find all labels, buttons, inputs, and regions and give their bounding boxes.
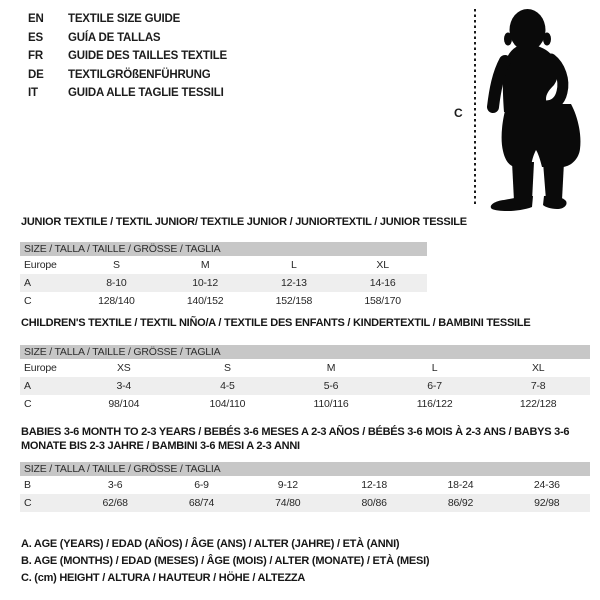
table-row-age bbox=[20, 274, 427, 292]
language-code: IT bbox=[28, 87, 38, 100]
height-cell: 128/140 bbox=[98, 295, 135, 307]
size-cell: XL bbox=[531, 362, 545, 374]
age-cell: 3-4 bbox=[116, 380, 132, 392]
age-cell: 12-18 bbox=[361, 479, 388, 491]
legend bbox=[21, 536, 429, 587]
junior-table-title: JUNIOR TEXTILE / TEXTIL JUNIOR/ TEXTILE JUNIOR / JUNIORTEXTIL / JUNIOR TESSILE bbox=[21, 216, 467, 228]
size-cell: S bbox=[112, 259, 120, 271]
language-label: TEXTILE SIZE GUIDE bbox=[68, 13, 181, 26]
size-cell: L bbox=[291, 259, 297, 271]
language-list bbox=[28, 10, 227, 103]
height-cell: 68/74 bbox=[188, 497, 215, 509]
height-cell: 62/68 bbox=[102, 497, 128, 509]
age-cell: 8-10 bbox=[106, 277, 127, 289]
age-cell: 4-5 bbox=[220, 380, 235, 392]
height-cell: 104/110 bbox=[209, 398, 246, 410]
age-cell: 9-12 bbox=[277, 479, 298, 491]
language-code: ES bbox=[28, 31, 43, 44]
age-cell: 3-6 bbox=[107, 479, 123, 491]
children-table-title: CHILDREN'S TEXTILE / TEXTIL NIÑO/A / TEXTILE DES ENFANTS / KINDERTEXTIL / BAMBINI TESSILE bbox=[21, 317, 531, 329]
table-header-bar: SIZE / TALLA / TAILLE / GRÖSSE / TAGLIA bbox=[20, 242, 427, 256]
language-row-en bbox=[28, 10, 227, 29]
age-cell: 18-24 bbox=[447, 479, 474, 491]
language-code: FR bbox=[28, 50, 43, 63]
table-header-bar: SIZE / TALLA / TAILLE / GRÖSSE / TAGLIA bbox=[20, 345, 590, 359]
language-label: GUIDA ALLE TAGLIE TESSILI bbox=[68, 87, 224, 100]
height-cell: 116/122 bbox=[416, 398, 453, 410]
legend-line-a: A. AGE (YEARS) / EDAD (AÑOS) / ÂGE (ANS) / ALTER (JAHRE) / ETÀ (ANNI) bbox=[21, 538, 400, 550]
language-code: DE bbox=[28, 68, 44, 81]
legend-line-c: C. (cm) HEIGHT / ALTURA / HAUTEUR / HÖHE / ALTEZZA bbox=[21, 572, 306, 584]
table-row-europe bbox=[20, 359, 590, 377]
row-label: C bbox=[24, 295, 32, 307]
height-cell: 80/86 bbox=[361, 497, 387, 509]
height-dashed-line bbox=[474, 9, 476, 207]
height-cell: 152/158 bbox=[275, 295, 313, 307]
language-row-it bbox=[28, 84, 227, 103]
age-cell: 6-9 bbox=[194, 479, 209, 491]
babies-table-title: BABIES 3-6 MONTH TO 2-3 YEARS / BEBÉS 3-6 MESES A 2-3 AÑOS / BÉBÉS 3-6 MOIS À 2-3 ANS / BABYS 3-6 MONATE BIS 2-3 JAHRE / BAMBINI 3-6 MESI A 2-3 ANNI bbox=[21, 426, 570, 452]
height-cell: 74/80 bbox=[275, 497, 301, 509]
age-cell: 14-16 bbox=[369, 277, 396, 289]
children-size-table bbox=[20, 345, 590, 413]
language-code: EN bbox=[28, 13, 44, 26]
language-row-de bbox=[28, 66, 227, 85]
size-cell: XS bbox=[116, 362, 131, 374]
language-row-es bbox=[28, 29, 227, 48]
age-cell: 10-12 bbox=[192, 277, 219, 289]
size-cell: XL bbox=[376, 259, 389, 271]
row-label: Europe bbox=[24, 362, 57, 374]
language-label: GUÍA DE TALLAS bbox=[68, 31, 161, 44]
legend-line-b: B. AGE (MONTHS) / EDAD (MESES) / ÂGE (MOIS) / ALTER (MONATE) / ETÀ (MESI) bbox=[21, 555, 430, 567]
junior-size-table bbox=[20, 242, 427, 310]
row-label: A bbox=[24, 277, 31, 289]
age-cell: 12-13 bbox=[280, 277, 307, 289]
height-measure-label: C bbox=[454, 106, 463, 120]
size-cell: S bbox=[223, 362, 231, 374]
row-label: C bbox=[24, 497, 32, 509]
row-label: Europe bbox=[24, 259, 57, 271]
age-cell: 7-8 bbox=[530, 380, 546, 392]
age-cell: 6-7 bbox=[427, 380, 442, 392]
table-row-height bbox=[20, 292, 427, 310]
table-row-europe bbox=[20, 256, 427, 274]
size-cell: L bbox=[431, 362, 438, 374]
table-header-bar: SIZE / TALLA / TAILLE / GRÖSSE / TAGLIA bbox=[20, 462, 590, 476]
height-cell: 92/98 bbox=[534, 497, 560, 509]
height-cell: 86/92 bbox=[447, 497, 474, 509]
table-row-height bbox=[20, 494, 590, 512]
row-label: A bbox=[24, 380, 31, 392]
height-cell: 158/170 bbox=[364, 295, 401, 307]
height-cell: 140/152 bbox=[186, 295, 224, 307]
age-cell: 5-6 bbox=[323, 380, 339, 392]
height-cell: 98/104 bbox=[108, 398, 140, 410]
table-row-age bbox=[20, 377, 590, 395]
height-cell: 110/116 bbox=[313, 398, 349, 410]
baby-silhouette-icon bbox=[487, 0, 600, 212]
row-label: C bbox=[24, 398, 32, 410]
age-cell: 24-36 bbox=[533, 479, 560, 491]
language-label: GUIDE DES TAILLES TEXTILE bbox=[68, 50, 227, 63]
size-cell: M bbox=[326, 362, 336, 374]
language-label: TEXTILGRÖßENFÜHRUNG bbox=[68, 68, 211, 81]
table-row-height bbox=[20, 395, 590, 413]
height-cell: 122/128 bbox=[519, 398, 557, 410]
row-label: B bbox=[24, 479, 31, 491]
babies-size-table bbox=[20, 462, 590, 512]
size-cell: M bbox=[200, 259, 210, 271]
language-row-fr bbox=[28, 47, 227, 66]
table-row-age-months bbox=[20, 476, 590, 494]
